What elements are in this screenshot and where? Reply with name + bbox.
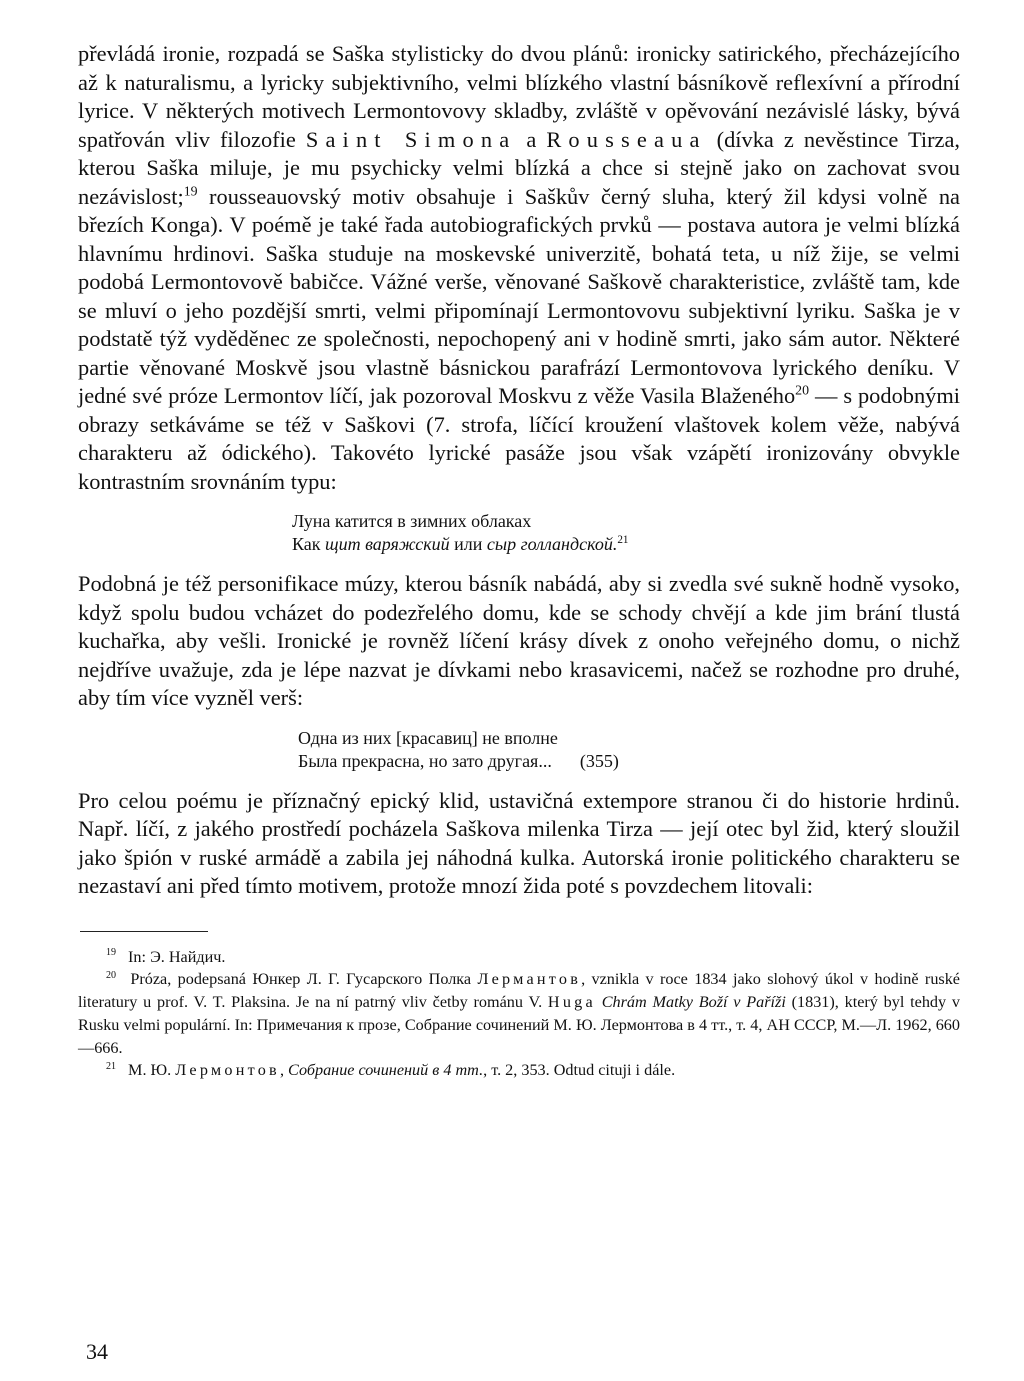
page-number: 34 <box>86 1339 108 1364</box>
footnote-author-name: Лермонтов <box>175 1061 280 1080</box>
footnote-text: Próza, podepsaná Юнкер Л. Г. Гусарского Полка <box>130 970 478 989</box>
footnote-ref-21[interactable]: 21 <box>617 534 629 546</box>
footnote-20: $^{20}$ Próza, podepsaná Юнкер Л. Г. Гусарского Полка Лермантов, vznikla v roce 1834 jako slohový úkol v hodině ruské literatury u prof. V. T. Plaksina. Je na ní patrný vliv četby románu V. Huga Chrám Matky Boží v Paříži (1831), který byl tehdy v Rusku velmi populární. In: Примечания к прозе, Собрание сочинений М. Ю. Лермонтова в 4 тт., т. 4, АН СССР, М.—Л. 1962, 660—666. <box>78 969 960 1057</box>
paragraph-1-text-b: a <box>516 126 547 152</box>
footnotes <box>78 946 960 1083</box>
paragraph-1-text-e: — s podobnými obrazy setkáváme se též v Saškovi (7. strofa, líčící kroužení vlaštovek kolem věže, nabývá charakteru až ódického). Takovéto lyrické pasáže jsou však vzápětí ironizovány obvykle kontrastním srovnáním typu: <box>78 383 960 494</box>
verse-1-line-2-b: щит варяжский <box>325 534 450 554</box>
footnote-text: , <box>279 1061 289 1080</box>
verse-1-line-2 <box>78 533 960 556</box>
verse-quote-1 <box>78 510 960 556</box>
name-saint-simon: Saint Simona <box>305 126 517 152</box>
footnote-ref-20[interactable]: 20 <box>795 383 810 399</box>
verse-number: (355) <box>579 750 619 771</box>
footnote-text: , т. 2, 353. Odtud cituji i dále. <box>483 1061 676 1080</box>
paragraph-1 <box>78 40 960 496</box>
book-page <box>78 40 960 1082</box>
footnote-19: $^{19}$ In: Э. Найдич. <box>106 947 226 966</box>
verse-1-line-2-d: сыр голландской. <box>486 534 618 554</box>
footnote-book-title: Собрание сочинений в 4 тт. <box>288 1061 484 1080</box>
footnote-21: $^{21}$ М. Ю. Лермонтов, Собрание сочинений в 4 тт., т. 2, 353. Odtud cituji i dále. <box>106 1061 676 1080</box>
verse-1-line-2-a: Как <box>292 534 326 554</box>
footnote-ref-19[interactable]: 19 <box>183 184 198 200</box>
footnote-text: М. Ю. <box>128 1061 176 1080</box>
name-rousseau: Rousseaua <box>546 126 707 152</box>
verse-quote-2 <box>78 727 960 773</box>
paragraph-2: Podobná je též personifikace múzy, kterou básník nabádá, aby si zvedla své sukně hodně vysoko, když spolu budou vcházet do podezřelého domu, kde se schody chvějí a kde jim brání tlustá kuchařka, aby vešli. Ironické je rovněž líčení krásy dívek z onoho veřejného domu, o nichž nejdříve uvažuje, zda je lépe nazvat je dívkami nebo krasavicemi, načež se rozhodne pro druhé, aby tím více vyzněl verš: <box>78 571 960 710</box>
footnote-author-name: Huga <box>547 993 596 1012</box>
footnote-text: In: Э. Найдич. <box>128 947 226 966</box>
verse-2-line-2 <box>78 750 960 773</box>
paragraph-1-text-c: (dívka z nevěstince Tirza, kterou Saška miluje, je mu psychicky velmi blízká a chce si stejně jako on zachovat svou nezávislost; <box>78 126 960 209</box>
verse-2-line-2-text: Была прекрасна, но зато другая... <box>298 750 552 771</box>
footnote-text: (1831), který byl tehdy v Rusku velmi populární. In: Примечания к прозе, Собрание сочинений М. Ю. Лермонтова в 4 тт., т. 4, АН СССР, М.—Л. 1962, 660—666. <box>78 993 960 1057</box>
paragraph-1-text-d: rousseauovský motiv obsahuje i Saškův černý sluha, který žil kdysi volně na březích Konga). V poémě je také řada autobiografických prvků — postava autora je velmi blízká hlavnímu hrdinovi. Saška studuje na moskevské univerzitě, bohatá teta, u níž žije, se velmi podobá Lermontovově babičce. Vážné verše, věnované Saškově charakteristice, zvláště tam, kde se mluví o jeho pozdější smrti, velmi připomínají Lermontovovu subjektivní lyriku. Saška je v podstatě týž vyděděnec ze společnosti, nepochopený ani v hodině smrti, jako sám autor. Některé partie věnované Moskvě jsou vlastně básnickou parafrází Lermontovova lyrického deníku. V jedné své próze Lermontov líčí, jak pozoroval Moskvu z věže Vasila Blaženého <box>78 183 960 408</box>
footnote-author-name: Лермантов <box>477 970 582 989</box>
verse-2-line-1: Одна из них [красавиц] не вполне <box>298 727 558 748</box>
footnote-separator <box>80 931 208 932</box>
verse-1-line-2-c: или <box>449 534 487 554</box>
paragraph-1-text-a: převládá ironie, rozpadá se Saška stylisticky do dvou plánů: ironicky satirického, přecházejícího až k naturalismu, a lyricky subjektivního, velmi blízkého vlastní básníkově reflexívní a přírodní lyrice. V některých motivech Lermontovovy skladby, zvláště v opěvování nezávislé lásky, bývá spatřován vliv filozofie <box>78 41 960 152</box>
footnote-book-title: Chrám Matky Boží v Paříži <box>601 993 786 1012</box>
footnote-text: , vznikla v roce 1834 jako slohový úkol v hodině ruské literatury u prof. V. T. Plaksina. Je na ní patrný vliv četby románu V. <box>78 970 960 1012</box>
paragraph-3: Pro celou poému je příznačný epický klid, ustavičná extempore stranou či do historie hrdinů. Např. líčí, z jakého prostředí pocházela Saškova milenka Tirza — její otec byl žid, který sloužil jako špión v ruské armádě a zabila jej náhodná kulka. Autorská ironie politického charakteru se nezastaví ani před tímto motivem, protože mnozí žida poté s povzdechem litovali: <box>78 787 960 898</box>
verse-1-line-1: Луна катится в зимних облаках <box>292 511 532 531</box>
